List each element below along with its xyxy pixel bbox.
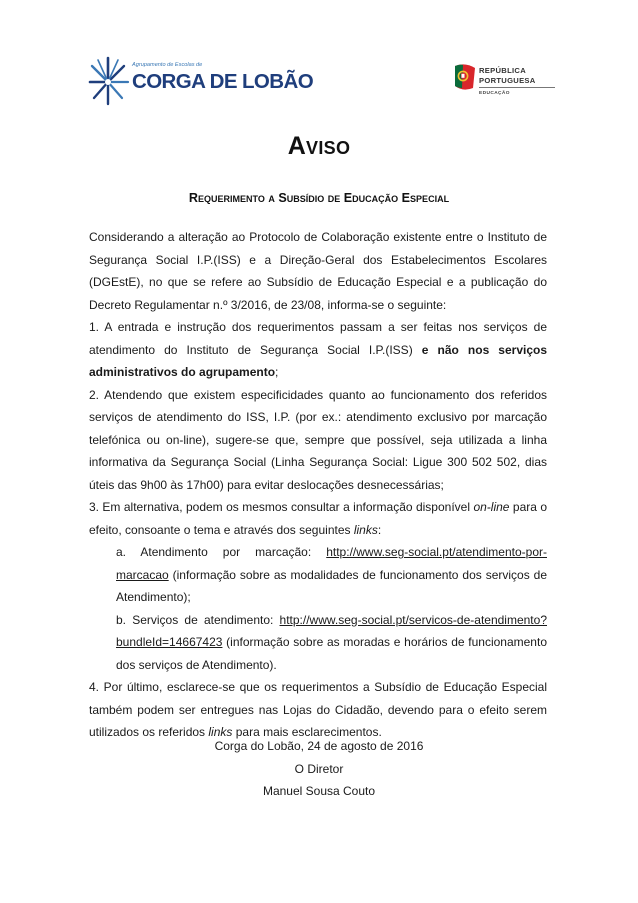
sub-item-b-suffix: (informação sobre as moradas e horários de funcionamento dos serviços de Atendimento). bbox=[116, 635, 547, 672]
item-4-end: para mais esclarecimentos. bbox=[232, 725, 382, 739]
page-title: Aviso bbox=[287, 132, 351, 160]
page-subtitle: Requerimento a Subsídio de Educação Especial bbox=[188, 191, 450, 205]
sub-item-a-prefix: a. Atendimento por marcação: bbox=[116, 545, 327, 559]
item-3-italic-links: links bbox=[353, 522, 378, 537]
document-header bbox=[0, 0, 638, 120]
sub-item-a-suffix: (informação sobre as modalidades de funcionamento dos serviços de Atendimento); bbox=[116, 567, 547, 604]
signatory-role: O Diretor bbox=[294, 761, 344, 776]
government-logo-line2: PORTUGUESA bbox=[479, 76, 536, 85]
intro-paragraph: Considerando a alteração ao Protocolo de Colaboração existente entre o Instituto de Segurança Social I.P.(ISS) e a Direção-Geral dos Estabelecimentos Escolares (DGEstE), no que se refere ao Subsídio de Educação Especial e a publicação do Decreto Regulamentar n.º 3/2016, de 23/08, informa-se o seguinte: bbox=[89, 230, 547, 312]
sub-item-b-prefix: b. Serviços de atendimento: bbox=[116, 612, 280, 627]
signatory-name: Manuel Sousa Couto bbox=[262, 784, 376, 798]
item-3 bbox=[89, 496, 547, 541]
sub-item-a bbox=[89, 541, 547, 609]
place-date: Corga do Lobão, 24 de agosto de 2016 bbox=[214, 739, 424, 753]
item-1-end: ; bbox=[275, 365, 279, 379]
item-3-italic-online: on-line bbox=[473, 500, 510, 514]
item-3-text-a: 3. Em alternativa, podem os mesmos consultar a informação disponível bbox=[89, 500, 474, 514]
sub-item-b bbox=[89, 609, 547, 677]
signature-block bbox=[0, 735, 638, 803]
link-servicos-de-atendimento[interactable]: http://www.seg-social.pt/servicos-de-atendimento?bundleId=14667423 bbox=[116, 612, 547, 649]
link-atendimento-por-marcacao[interactable]: http://www.seg-social.pt/atendimento-por-marcacao bbox=[116, 545, 547, 582]
item-4 bbox=[89, 676, 547, 744]
item-2: 2. Atendendo que existem especificidades quanto ao funcionamento dos referidos serviços de atendimento do ISS, I.P. (por ex.: atendimento exclusivo por marcação telefónica ou on-line), sugere-se que, sempre que possível, seja utilizada a linha informativa da Segurança Social (Linha Segurança Social: Ligue 300 502 502, dias úteis das 9h00 às 17h00) para evitar deslocações desnecessárias; bbox=[89, 387, 547, 492]
starburst-icon bbox=[88, 52, 132, 108]
government-logo bbox=[453, 62, 573, 106]
item-4-italic-links: links bbox=[208, 725, 233, 739]
item-3-text-c: : bbox=[377, 522, 382, 537]
item-1-text: 1. A entrada e instrução dos requerimentos passam a ser feitas nos serviços de atendimento do Instituto de Segurança Social I.P.(ISS) bbox=[89, 320, 547, 357]
school-logo-name: CORGA DE LOBÃO bbox=[132, 70, 314, 93]
school-logo-subtitle: Agrupamento de Escolas de bbox=[132, 62, 203, 68]
government-logo-line3: EDUCAÇÃO bbox=[479, 91, 510, 96]
government-logo-line1: REPÚBLICA bbox=[479, 66, 526, 75]
government-logo-divider bbox=[479, 87, 555, 88]
portugal-flag-icon bbox=[453, 62, 477, 92]
item-3-text-b: para o efeito, consoante o tema e através dos seguintes bbox=[89, 500, 548, 537]
notice-body bbox=[89, 226, 547, 744]
item-1-bold: e não nos serviços administrativos do agrupamento bbox=[89, 342, 548, 379]
item-1 bbox=[89, 316, 547, 384]
item-4-text: 4. Por último, esclarece-se que os requerimentos a Subsídio de Educação Especial também podem ser entregues nas Lojas do Cidadão, devendo para o efeito serem utilizados os referidos bbox=[89, 680, 547, 739]
school-logo bbox=[88, 52, 314, 108]
